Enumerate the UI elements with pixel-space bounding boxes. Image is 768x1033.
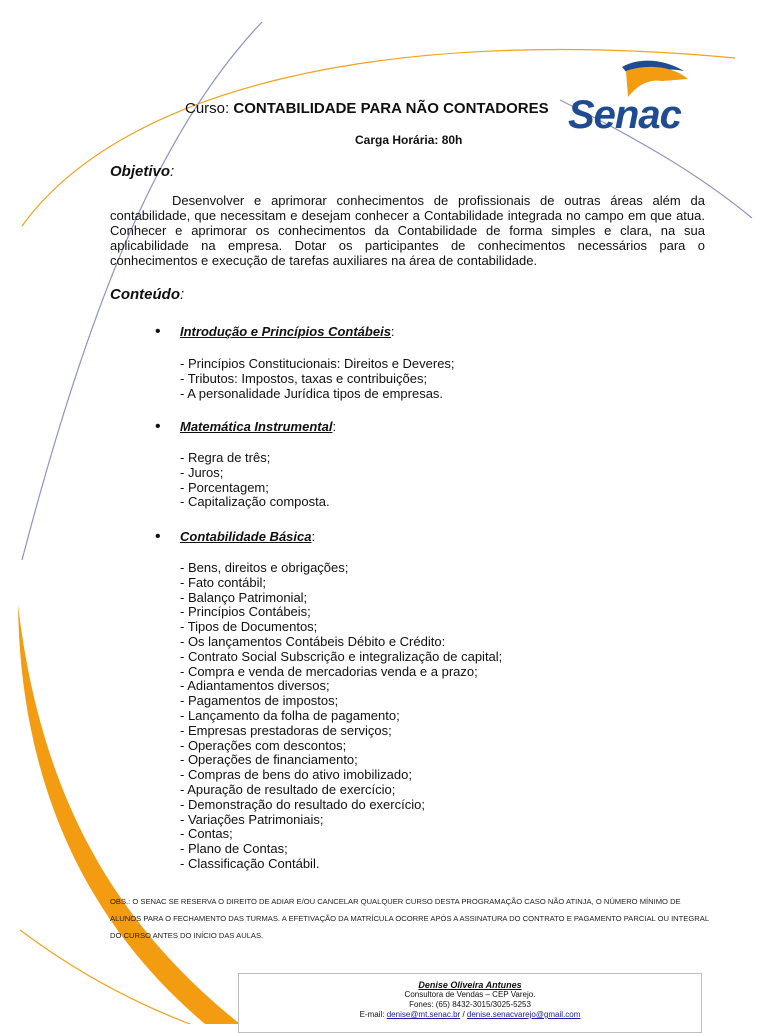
section-math-items <box>180 451 330 510</box>
list-item: - Princípios Constitucionais: Direitos e Deveres; <box>180 356 455 371</box>
list-item: - Contas; <box>180 826 233 842</box>
list-item: - Demonstração do resultado do exercício; <box>180 796 425 812</box>
objective-paragraph: Desenvolver e aprimorar conhecimentos de profissionais de outras áreas além da contabilidade, que necessitam e desejam conhecer a Contabilidade integrada no campo em que atua. Conhecer e aprimorar os conhecimentos da Contabilidade de forma simples e clara, na sua aplicabilidade na empresa. Dotar os participantes de conhecimentos necessários para o conhecimentos e execução de tarefas auxiliares na área de contabilidade. <box>110 193 705 268</box>
list-item: - Pagamentos de impostos; <box>180 693 339 709</box>
list-item: - Compras de bens do ativo imobilizado; <box>180 767 412 783</box>
list-item: - Porcentagem; <box>180 479 269 495</box>
list-item: - Tributos: Impostos, taxas e contribuições; <box>180 370 428 386</box>
list-item: - Operações de financiamento; <box>180 752 358 768</box>
senac-logo <box>564 55 704 140</box>
contact-phones: Fones: (65) 8432-3015/3025-5253 <box>409 1000 531 1009</box>
section-title: Introdução e Princípios Contábeis <box>180 324 391 339</box>
section-basic <box>155 528 315 546</box>
list-item: - A personalidade Jurídica tipos de empresas. <box>180 385 444 401</box>
section-title-colon: : <box>390 324 395 339</box>
list-item: - Operações com descontos; <box>180 737 347 753</box>
list-item: - Empresas prestadoras de serviços; <box>180 722 392 738</box>
list-item: - Princípios Contábeis; <box>180 604 311 620</box>
course-title <box>185 100 549 117</box>
contact-emails <box>239 1010 701 1020</box>
content-heading-text: Conteúdo <box>110 286 180 303</box>
contact-role: Consultora de Vendas – CEP Varejo. <box>404 990 536 999</box>
section-math <box>155 418 336 436</box>
bullet-icon: • <box>155 418 161 435</box>
list-item: - Tipos de Documentos; <box>180 619 318 635</box>
section-basic-items <box>180 561 502 872</box>
section-title: Matemática Instrumental <box>180 419 333 434</box>
list-item: - Capitalização composta. <box>180 494 330 510</box>
list-item: - Classificação Contábil. <box>180 855 320 871</box>
list-item: - Apuração de resultado de exercício; <box>180 781 396 797</box>
content-heading-colon: : <box>179 286 185 303</box>
contact-name: Denise Oliveira Antunes <box>418 980 522 990</box>
list-item: - Variações Patrimoniais; <box>180 811 324 827</box>
list-item: - Balanço Patrimonial; <box>180 589 308 605</box>
list-item: - Adiantamentos diversos; <box>180 678 330 694</box>
list-item: - Bens, direitos e obrigações; <box>180 560 349 575</box>
section-intro <box>155 323 395 341</box>
logo-text: Senac <box>568 93 681 137</box>
objective-heading-colon: : <box>170 163 175 180</box>
section-title-colon: : <box>332 419 337 434</box>
objective-heading-text: Objetivo <box>110 163 171 180</box>
email-link-1[interactable]: denise@mt.senac.br <box>386 1010 461 1019</box>
email-separator: / <box>460 1010 467 1019</box>
workload: Carga Horária: 80h <box>355 133 463 147</box>
list-item: - Fato contábil; <box>180 574 266 590</box>
bullet-icon: • <box>155 323 161 340</box>
list-item: - Regra de três; <box>180 450 271 465</box>
bullet-icon: • <box>155 528 161 545</box>
email-link-2[interactable]: denise.senacvarejo@gmail.com <box>466 1010 581 1019</box>
content-heading <box>110 286 184 303</box>
course-label: Curso: <box>185 100 234 117</box>
list-item: - Os lançamentos Contábeis Débito e Crédito: <box>180 633 446 649</box>
observation-note: OBS.: O SENAC SE RESERVA O DIREITO DE ADIAR E/OU CANCELAR QUALQUER CURSO DESTA PROGRAMAÇÃO CASO NÃO ATINJA, O NÚMERO MÍNIMO DE ALUNOS PARA O FECHAMENTO DAS TURMAS. A EFETIVAÇÃO DA MATRÍCULA OCORRE APÓS A ASSINATURA DO CONTRATO E PAGAMENTO PARCIAL OU INTEGRAL DO CURSO ANTES DO INÍCIO DAS AULAS. <box>110 897 709 940</box>
section-title-colon: : <box>311 529 316 544</box>
objective-text <box>110 193 705 268</box>
list-item: - Plano de Contas; <box>180 841 288 857</box>
list-item: - Compra e venda de mercadorias venda e a prazo; <box>180 663 478 679</box>
section-intro-items <box>180 357 455 401</box>
section-title: Contabilidade Básica <box>180 529 312 544</box>
contact-box <box>238 973 702 1033</box>
objective-heading <box>110 163 174 180</box>
list-item: - Lançamento da folha de pagamento; <box>180 707 400 723</box>
list-item: - Contrato Social Subscrição e integralização de capital; <box>180 648 503 664</box>
list-item: - Juros; <box>180 464 224 480</box>
course-name: CONTABILIDADE PARA NÃO CONTADORES <box>233 100 549 117</box>
email-label: E-mail: <box>359 1010 387 1019</box>
